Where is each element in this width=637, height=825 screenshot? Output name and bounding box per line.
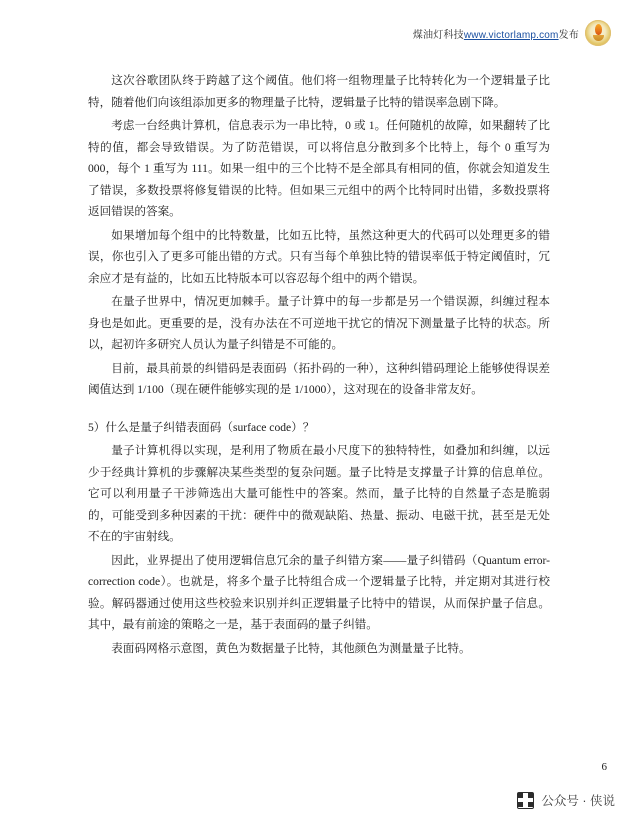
paragraph: 在量子世界中，情况更加棘手。量子计算中的每一步都是另一个错误源，纠缠过程本身也是如此。更重要的是，没有办法在不可逆地干扰它的情况下测量量子比特的状态。所以，起初许多研究人员认为量子纠错是不可能的。 <box>88 295 550 351</box>
paragraph: 量子计算机得以实现，是利用了物质在最小尺度下的独特特性，如叠加和纠缠，以远少于经典计算机的步骤解决某些类型的复杂问题。量子比特是支撑量子计算的信息单位。它可以利用量子干涉筛选出大量可能性中的答案。然而，量子比特的自然量子态是脆弱的，可能受到多种因素的干扰：硬件中的微观缺陷、热量、振动、电磁干扰，甚至是无处不在的宇宙射线。 <box>88 444 550 543</box>
footer-watermark <box>517 791 615 809</box>
header-url[interactable]: www.victorlamp.com <box>463 29 559 41</box>
footer-label: 公众号 · 侠说 <box>541 794 615 808</box>
page-header <box>413 20 611 46</box>
section-heading <box>88 417 550 439</box>
lamp-logo-icon <box>585 20 611 46</box>
section-number: 5） <box>88 420 106 434</box>
paragraph: 因此，业界提出了使用逻辑信息冗余的量子纠错方案——量子纠错码（Quantum error-correction code）。也就是，将多个量子比特组合成一个逻辑量子比特，并定期对其进行校验。解码器通过使用这些校验来识别并纠正逻辑量子比特中的错误，从而保护量子信息。其中，最有前途的策略之一是，基于表面码的量子纠错。 <box>88 553 550 631</box>
paragraph: 目前，最具前景的纠错码是表面码（拓扑码的一种），这种纠错码理论上能够使得误差阈值达到 1/100（现在硬件能够实现的是 1/1000），这对现在的设备非常友好。 <box>88 361 550 396</box>
page-number: 6 <box>601 761 607 773</box>
header-brand-suffix: 发布 <box>558 29 579 41</box>
qr-code-icon <box>517 792 534 809</box>
header-attribution <box>413 26 579 41</box>
header-brand-prefix: 煤油灯科技 <box>412 29 464 41</box>
paragraph: 如果增加每个组中的比特数量，比如五比特，虽然这种更大的代码可以处理更多的错误，你也引入了更多可能出错的方式。只有当每个单独比特的错误率低于特定阈值时，冗余应才是有益的，比如五比特版本可以容忍每个组中的两个错误。 <box>88 228 550 285</box>
paragraph: 表面码网格示意图，黄色为数据量子比特，其他颜色为测量量子比特。 <box>111 641 471 655</box>
section-title: 什么是量子纠错表面码（surface code）？ <box>105 420 315 434</box>
paragraph: 这次谷歌团队终于跨越了这个阈值。他们将一组物理量子比特转化为一个逻辑量子比特，随着他们向该组添加更多的物理量子比特，逻辑量子比特的错误率急剧下降。 <box>88 74 550 109</box>
paragraph: 考虑一台经典计算机，信息表示为一串比特，0 或 1。任何随机的故障，如果翻转了比特的值，都会导致错误。为了防范错误，可以将信息分散到多个比特上，每个 0 重写为 000，每个 1 重写为 111。如果一组中的三个比特不是全部具有相同的值，你就会知道发生了错误，多数投票将修复错误的比特。但如果三元组中的两个比特同时出错，多数投票将返回错误的答案。 <box>88 119 550 218</box>
document-body <box>88 70 550 661</box>
